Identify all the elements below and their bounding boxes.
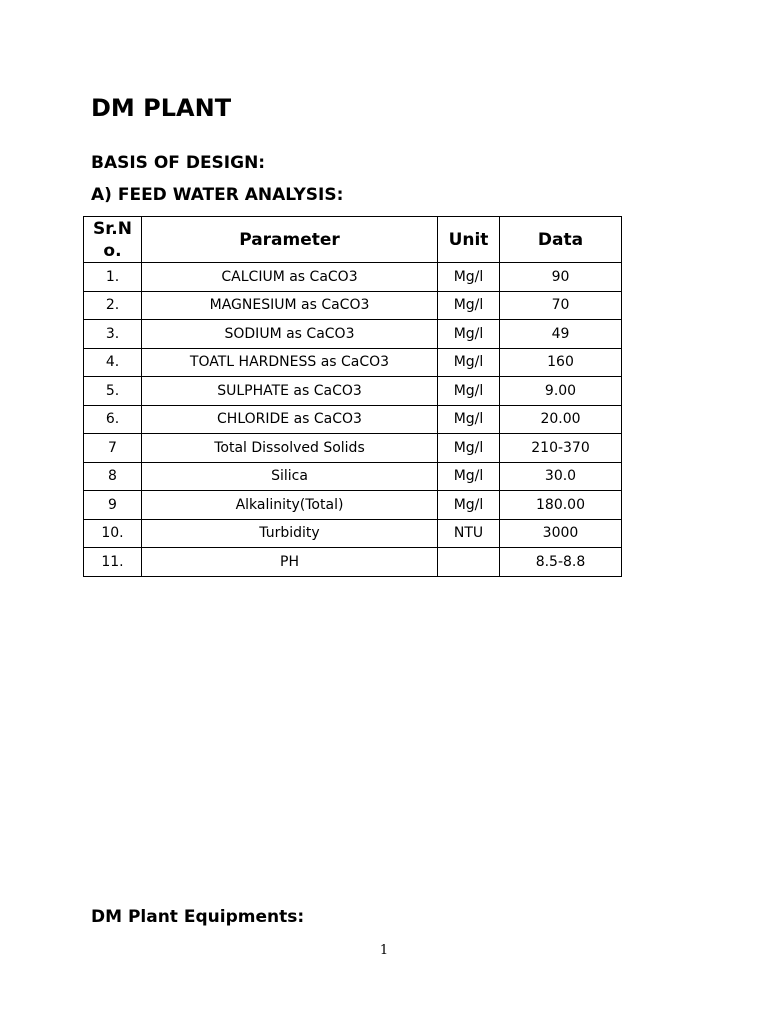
cell-data: 70 [500, 291, 622, 320]
cell-unit: Mg/l [438, 462, 500, 491]
cell-unit: Mg/l [438, 348, 500, 377]
feed-water-analysis-heading: A) FEED WATER ANALYSIS: [91, 185, 344, 205]
table-row [84, 263, 622, 292]
cell-unit: Mg/l [438, 491, 500, 520]
cell-data: 210-370 [500, 434, 622, 463]
header-data: Data [500, 217, 622, 263]
cell-sr-no: 6. [84, 405, 142, 434]
cell-data: 160 [500, 348, 622, 377]
table-row [84, 434, 622, 463]
cell-sr-no: 4. [84, 348, 142, 377]
page-title: DM PLANT [91, 94, 232, 122]
cell-data: 20.00 [500, 405, 622, 434]
cell-unit: Mg/l [438, 291, 500, 320]
table-row [84, 348, 622, 377]
table-row [84, 462, 622, 491]
cell-parameter: PH [142, 548, 438, 577]
cell-data: 3000 [500, 519, 622, 548]
cell-sr-no: 7 [84, 434, 142, 463]
page-number: 1 [379, 943, 389, 958]
cell-sr-no: 2. [84, 291, 142, 320]
cell-sr-no: 5. [84, 377, 142, 406]
cell-parameter: CHLORIDE as CaCO3 [142, 405, 438, 434]
cell-parameter: Alkalinity(Total) [142, 491, 438, 520]
cell-data: 8.5-8.8 [500, 548, 622, 577]
cell-sr-no: 11. [84, 548, 142, 577]
cell-unit: Mg/l [438, 377, 500, 406]
basis-of-design-heading: BASIS OF DESIGN: [91, 153, 266, 173]
table-row [84, 491, 622, 520]
cell-sr-no: 8 [84, 462, 142, 491]
header-unit: Unit [438, 217, 500, 263]
cell-parameter: TOATL HARDNESS as CaCO3 [142, 348, 438, 377]
cell-data: 90 [500, 263, 622, 292]
cell-parameter: SULPHATE as CaCO3 [142, 377, 438, 406]
table-row [84, 320, 622, 349]
cell-sr-no: 9 [84, 491, 142, 520]
cell-unit: Mg/l [438, 434, 500, 463]
cell-unit [438, 548, 500, 577]
cell-unit: Mg/l [438, 320, 500, 349]
dm-plant-equipments-heading: DM Plant Equipments: [91, 907, 305, 927]
table-row [84, 377, 622, 406]
cell-data: 49 [500, 320, 622, 349]
cell-data: 9.00 [500, 377, 622, 406]
cell-parameter: Turbidity [142, 519, 438, 548]
table-row [84, 548, 622, 577]
table-header-row [84, 217, 622, 263]
cell-parameter: SODIUM as CaCO3 [142, 320, 438, 349]
cell-unit: NTU [438, 519, 500, 548]
feed-water-analysis-table [83, 216, 622, 577]
cell-sr-no: 1. [84, 263, 142, 292]
cell-unit: Mg/l [438, 405, 500, 434]
table-row [84, 519, 622, 548]
header-parameter: Parameter [142, 217, 438, 263]
table-row [84, 291, 622, 320]
cell-parameter: Silica [142, 462, 438, 491]
cell-parameter: MAGNESIUM as CaCO3 [142, 291, 438, 320]
cell-unit: Mg/l [438, 263, 500, 292]
cell-parameter: Total Dissolved Solids [142, 434, 438, 463]
header-sr-no: Sr.N o. [84, 217, 142, 263]
table-row [84, 405, 622, 434]
cell-data: 180.00 [500, 491, 622, 520]
cell-sr-no: 3. [84, 320, 142, 349]
cell-sr-no: 10. [84, 519, 142, 548]
cell-data: 30.0 [500, 462, 622, 491]
cell-parameter: CALCIUM as CaCO3 [142, 263, 438, 292]
